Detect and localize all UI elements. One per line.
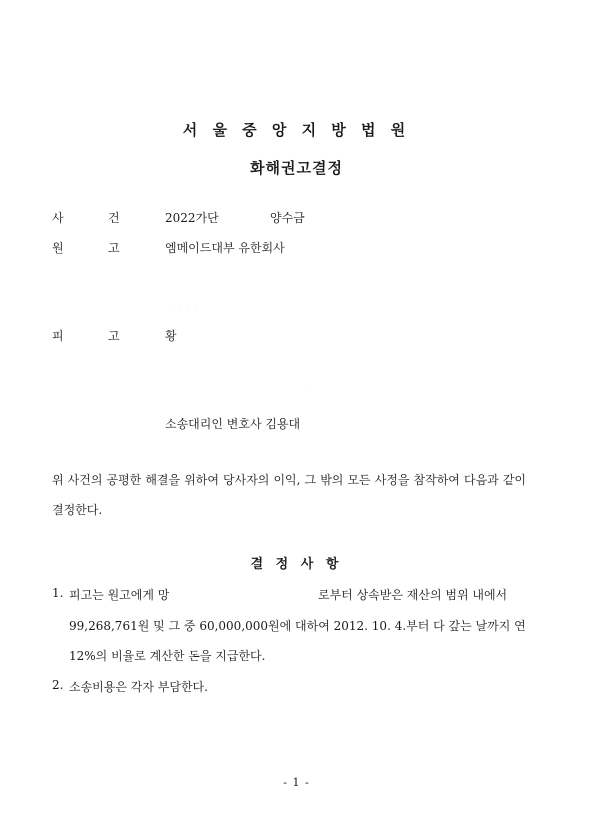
court-name: 서 울 중 앙 지 방 법 원: [182, 121, 411, 139]
case-number: 2022가단: [165, 211, 219, 225]
defendant-label-a: 피: [52, 329, 64, 343]
item-1-line-2: 99,268,761원 및 그 중 60,000,000원에 대하여 2012. 10. 4.부터 다 갚는 날까지 연: [69, 619, 526, 633]
redaction-mark: · · · ·: [172, 306, 197, 313]
item-1-number: 1.: [52, 586, 64, 600]
case-label-b: 건: [108, 211, 120, 225]
item-1-text-start: 피고는 원고에게 망: [69, 588, 170, 602]
plaintiff-label-a: 원: [52, 241, 64, 255]
item-2-number: 2.: [52, 678, 64, 692]
defendant-name: 황: [165, 329, 177, 343]
defendant-label-b: 고: [108, 329, 120, 343]
redaction-mark: ·: [308, 382, 310, 389]
item-1-text-mid: 로부터 상속받은 재산의 범위 내에서: [318, 588, 508, 602]
legal-agent: 소송대리인 변호사 김용대: [165, 417, 301, 431]
item-1-line-3: 12%의 비율로 계산한 돈을 지급한다.: [69, 649, 266, 663]
document-title: 화해권고결정: [250, 159, 343, 177]
page-number: - 1 -: [283, 776, 310, 789]
plaintiff-name: 엠메이드대부 유한회사: [165, 241, 285, 255]
plaintiff-label-b: 고: [108, 241, 120, 255]
case-name: 양수금: [270, 211, 305, 225]
case-label-a: 사: [52, 211, 64, 225]
intro-paragraph: 위 사건의 공평한 해결을 위하여 당사자의 이익, 그 밖의 모든 사정을 참작하여 다음과 같이 결정한다.: [52, 473, 526, 517]
item-2-text: 소송비용은 각자 부담한다.: [69, 680, 208, 694]
decision-title: 결 정 사 항: [250, 557, 343, 572]
